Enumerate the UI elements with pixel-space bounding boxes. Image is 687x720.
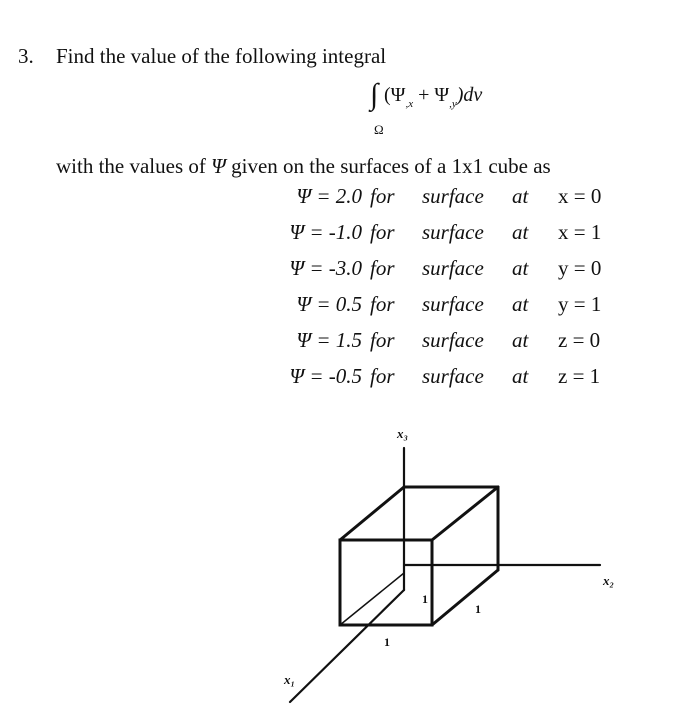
integrand-close-dv: )dv [456,84,483,106]
condition-psi-value: Ψ = -0.5 [289,364,362,388]
unit-label-x3: 1 [422,592,428,606]
condition-for: for [370,328,395,352]
condition-surface: surface [422,256,484,280]
condition-surface: surface [422,328,484,352]
unit-label-x2: 1 [475,602,481,616]
condition-location: z = 0 [558,328,601,352]
condition-at: at [512,184,529,208]
axis-x3-label: x₃ [397,426,409,441]
condition-psi-value: Ψ = -3.0 [289,256,362,280]
condition-surface: surface [422,292,484,316]
integral-sign: ∫ [370,78,379,111]
condition-for: for [370,184,395,208]
condition-surface: surface [422,184,484,208]
integral-domain: Ω [374,122,384,137]
cube-edge-bottom-right [432,570,498,625]
cube-edge-top-left [340,487,404,540]
axis-x1-label: x₁ [284,672,296,687]
question-text: Find the value of the following integral [56,44,387,68]
statement-psi: Ψ [211,154,226,178]
condition-psi-value: Ψ = 1.5 [296,328,362,352]
integrand-psi-1: Ψ [390,84,406,106]
condition-at: at [512,220,529,244]
condition-location: z = 1 [558,364,601,388]
question-number: 3. [18,44,34,68]
integrand-psi-2: Ψ [434,84,450,106]
unit-label-x1: 1 [384,635,390,649]
integrand-open-paren: ( [384,84,391,106]
statement-after: given on the surfaces of a 1x1 cube as [225,154,551,178]
condition-location: y = 0 [558,256,602,280]
condition-for: for [370,292,395,316]
condition-surface: surface [422,364,484,388]
cube-edge-top-right [432,487,498,540]
condition-psi-value: Ψ = 0.5 [296,292,362,316]
condition-location: y = 1 [558,292,602,316]
condition-for: for [370,220,395,244]
integrand-subscript-x: ,x [405,98,414,110]
condition-at: at [512,364,529,388]
condition-at: at [512,328,529,352]
condition-for: for [370,256,395,280]
condition-psi-value: Ψ = 2.0 [296,184,362,208]
axis-x2-label: x₂ [603,573,615,588]
integrand-plus: + [413,84,435,106]
condition-psi-value: Ψ = -1.0 [289,220,362,244]
condition-location: x = 0 [558,184,602,208]
condition-location: x = 1 [558,220,602,244]
condition-for: for [370,364,395,388]
condition-surface: surface [422,220,484,244]
condition-at: at [512,256,529,280]
statement-before: with the values of [56,154,212,178]
cube-front-face [340,540,432,625]
integrand-subscript-y: ,y [449,98,457,110]
condition-at: at [512,292,529,316]
